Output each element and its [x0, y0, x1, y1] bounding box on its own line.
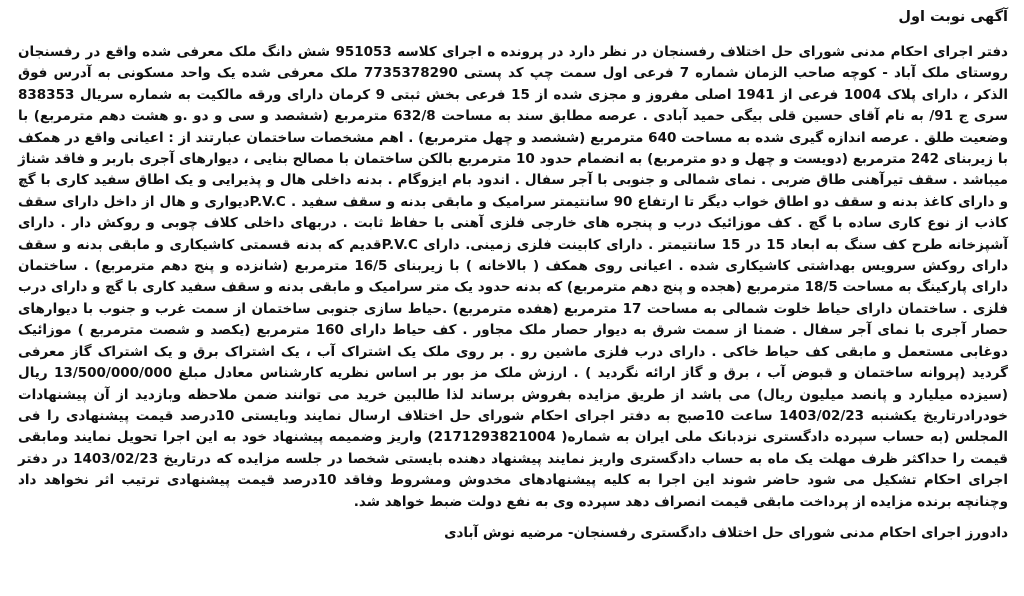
notice-signature: دادورز اجرای احکام مدنی شورای حل اختلاف دادگستری رفسنجان- مرضیه نوش آبادی	[444, 524, 1008, 541]
notice-body: دفتر اجرای احکام مدنی شورای حل اختلاف رفسنجان در نظر دارد در پرونده ه اجرای کلاسه 951053 شش دانگ ملک معرفی شده واقع در رفسنجان روستای ملک آباد - کوچه صاحب الزمان شماره 7 فرعی اول سمت چپ کد پستی 7735378290 ملک معرفی شده یک واحد مسکونی به آدرس فوق الذکر ، دارای پلاک 1004 فرعی از 1941 اصلی مفروز و مجزی شده از 15 فرعی بخش ثبتی 9 کرمان دارای ورقه مالکیت به شماره سریال 838353 سری ج 91/ به نام آقای حسین قلی بیگی حمید آبادی . عرصه مطابق سند به مساحت 632/8 مترمربع (ششصد و سی و دو .و هشت دهم مترمربع) با وضعیت طلق . عرصه اندازه گیری شده به مساحت 640 مترمربع (ششصد و چهل مترمربع) . اهم مشخصات ساختمان عبارتند از : اعیانی واقع در همکف با زیربنای 242 مترمربع (دویست و چهل و دو مترمربع) به انضمام حدود 10 مترمربع بالکن ساختمان با مصالح بنایی ، دیوارهای آجری باربر و فاقد شناژ میباشد . سقف تیرآهنی طاق ضربی . نمای شمالی و جنوبی با آجر سفال . اندود بام ایزوگام . بدنه داخلی هال و پذیرایی و یک اطاق سفید کاری با گچ و دارای کاغذ بدنه و سقف دو اطاق خواب دیگر تا ارتفاع 90 سانتیمتر سرامیک و مابقی بدنه و سقف سفید . P.V.Cدیواری و هال از داخل دارای سقف کاذب از نوع کاری ساده با گچ . کف موزائیک درب و پنجره های خارجی فلزی آهنی با حفاظ ثابت . دربهای داخلی کلاف چوبی و روکش دار . دارای آشپزخانه طرح کف سنگ به ابعاد 15 در 15 سانتیمتر . دارای کابینت فلزی زمینی. دارای P.V.Cقدیم که بدنه قسمتی کاشیکاری و مابقی بدنه و سقف دارای روکش سرویس بهداشتی کاشیکاری شده . اعیانی روی همکف ( بالاخانه ) با زیربنای 16/5 مترمربع (شانزده و پنج دهم مترمربع) . ساختمان دارای پارکینگ به مساحت 18/5 مترمربع (هجده و پنج دهم مترمربع) که بدنه حدود یک متر سرامیک و مابقی بدنه و سقف سفید کاری با گچ و دارای درب فلزی . ساختمان دارای حیاط خلوت شمالی به مساحت 17 مترمربع (هفده مترمربع) .حیاط سازی جنوبی ساختمان از سمت غرب و جنوب با دیوارهای حصار آجری با نمای آجر سفال . ضمنا از سمت شرق به دیوار حصار ملک مجاور . کف حیاط دارای 160 مترمربع (یکصد و شصت مترمربع ) موزائیک دوغابی مستعمل و مابقی کف حیاط خاکی . دارای درب فلزی ماشین رو . بر روی ملک یک اشتراک آب ، یک اشتراک برق و یک اشتراک گاز معرفی گردید (پروانه ساختمان و قبوض آب ، برق و گاز ارائه نگردید ) . ارزش ملک مز بور بر اساس نظریه کارشناس معادل مبلغ 13/500/000/000 ریال (سیزده میلیارد و پانصد میلیون ریال) می باشد از طریق مزایده بفروش برساند لذا طالبین خرید می توانند ضمن ملاحظه وبازدید از آن پیشنهادات خودرادرتاریخ یکشنبه 1403/02/23 ساعت 10صبح به دفتر اجرای احکام شورای حل اختلاف ارسال نمایند وبایستی 10درصد قیمت پیشنهادی را فی المجلس (به حساب سپرده دادگستری نزدبانک ملی ایران به شماره( 2171293821004) واریز وضمیمه پیشنهاد خود به این اجرا تحویل نمایند ومابقی قیمت را حداکثر ظرف مهلت یک ماه به حساب دادگستری واریز نمایند پیشنهاد دهنده بایستی شخصا در جلسه مزایده که درتاریخ 1403/02/23 در دفتر اجرای احکام تشکیل می شود حاضر شوند این اجرا به کلیه پیشنهادهای مخدوش ومشروط وفاقد 10درصد قیمت پیشنهادی ترتیب اثر نخواهد داد وچنانچه برنده مزایده از پرداخت مابقی قیمت انصراف دهد سپرده وی به نفع دولت ضبط خواهد شد.	[18, 44, 1009, 510]
auction-notice	[6, 4, 1018, 592]
notice-title: آگهی نوبت اول	[898, 9, 1008, 25]
